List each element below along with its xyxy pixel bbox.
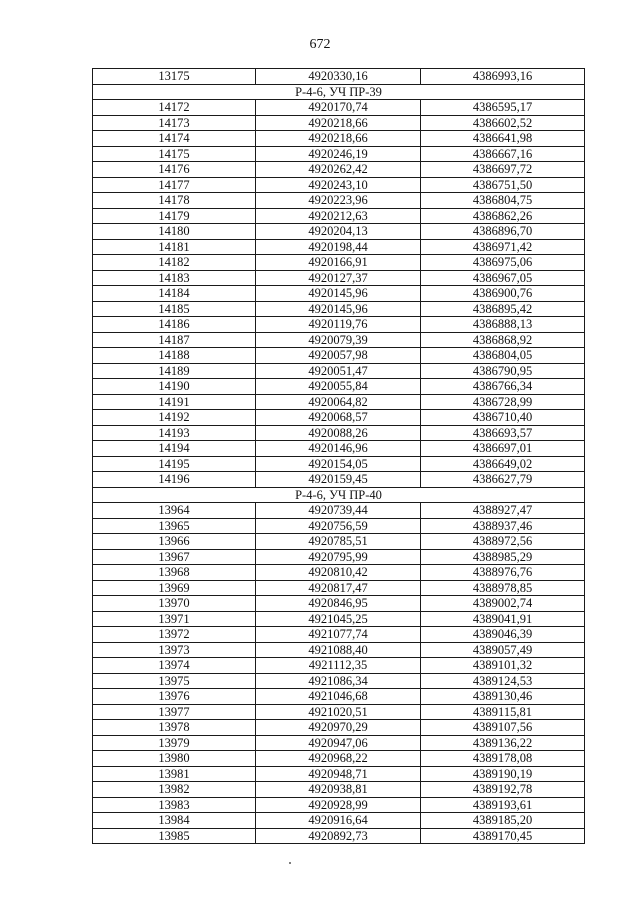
x-coordinate-cell: 4920088,26 [256,425,421,441]
y-coordinate-cell: 4389192,78 [421,782,585,798]
point-id-cell: 14187 [93,332,256,348]
y-coordinate-cell: 4386804,05 [421,348,585,364]
y-coordinate-cell: 4386602,52 [421,115,585,131]
table-row [93,115,585,131]
point-id-cell: 13975 [93,673,256,689]
x-coordinate-cell: 4920055,84 [256,379,421,395]
table-row [93,549,585,565]
point-id-cell: 13974 [93,658,256,674]
y-coordinate-cell: 4389101,32 [421,658,585,674]
table-row [93,782,585,798]
point-id-cell: 14175 [93,146,256,162]
point-id-cell: 14189 [93,363,256,379]
x-coordinate-cell: 4920166,91 [256,255,421,271]
table-row [93,131,585,147]
x-coordinate-cell: 4920119,76 [256,317,421,333]
table-row [93,627,585,643]
x-coordinate-cell: 4920079,39 [256,332,421,348]
x-coordinate-cell: 4920064,82 [256,394,421,410]
point-id-cell: 13966 [93,534,256,550]
point-id-cell: 13984 [93,813,256,829]
x-coordinate-cell: 4921020,51 [256,704,421,720]
y-coordinate-cell: 4389041,91 [421,611,585,627]
table-row [93,69,585,85]
point-id-cell: 13175 [93,69,256,85]
point-id-cell: 13979 [93,735,256,751]
x-coordinate-cell: 4920198,44 [256,239,421,255]
point-id-cell: 14196 [93,472,256,488]
table-row [93,689,585,705]
y-coordinate-cell: 4386804,75 [421,193,585,209]
scan-speck [289,862,291,864]
y-coordinate-cell: 4389185,20 [421,813,585,829]
point-id-cell: 14188 [93,348,256,364]
table-row [93,673,585,689]
point-id-cell: 13980 [93,751,256,767]
table-row [93,208,585,224]
y-coordinate-cell: 4386627,79 [421,472,585,488]
point-id-cell: 14179 [93,208,256,224]
table-row [93,317,585,333]
table-row [93,766,585,782]
table-row [93,224,585,240]
point-id-cell: 14181 [93,239,256,255]
x-coordinate-cell: 4920810,42 [256,565,421,581]
y-coordinate-cell: 4389130,46 [421,689,585,705]
x-coordinate-cell: 4920938,81 [256,782,421,798]
x-coordinate-cell: 4921045,25 [256,611,421,627]
point-id-cell: 13969 [93,580,256,596]
x-coordinate-cell: 4920795,99 [256,549,421,565]
x-coordinate-cell: 4921046,68 [256,689,421,705]
x-coordinate-cell: 4920068,57 [256,410,421,426]
y-coordinate-cell: 4389136,22 [421,735,585,751]
table-row [93,425,585,441]
point-id-cell: 14178 [93,193,256,209]
point-id-cell: 13971 [93,611,256,627]
x-coordinate-cell: 4920243,10 [256,177,421,193]
x-coordinate-cell: 4920146,96 [256,441,421,457]
table-row [93,565,585,581]
table-row [93,472,585,488]
point-id-cell: 14190 [93,379,256,395]
y-coordinate-cell: 4386697,01 [421,441,585,457]
section-title: Р-4-6, УЧ ПР-40 [93,487,585,503]
y-coordinate-cell: 4389190,19 [421,766,585,782]
y-coordinate-cell: 4386641,98 [421,131,585,147]
y-coordinate-cell: 4389124,53 [421,673,585,689]
point-id-cell: 13981 [93,766,256,782]
x-coordinate-cell: 4920170,74 [256,100,421,116]
y-coordinate-cell: 4386868,92 [421,332,585,348]
section-header-row [93,487,585,503]
point-id-cell: 14192 [93,410,256,426]
point-id-cell: 13964 [93,503,256,519]
point-id-cell: 13970 [93,596,256,612]
y-coordinate-cell: 4389107,56 [421,720,585,736]
table-row [93,658,585,674]
y-coordinate-cell: 4386693,57 [421,425,585,441]
y-coordinate-cell: 4386862,26 [421,208,585,224]
x-coordinate-cell: 4920204,13 [256,224,421,240]
y-coordinate-cell: 4388976,76 [421,565,585,581]
table-row [93,379,585,395]
point-id-cell: 13985 [93,828,256,844]
y-coordinate-cell: 4386967,05 [421,270,585,286]
table-row [93,642,585,658]
x-coordinate-cell: 4920947,06 [256,735,421,751]
x-coordinate-cell: 4920739,44 [256,503,421,519]
y-coordinate-cell: 4386595,17 [421,100,585,116]
table-row [93,596,585,612]
y-coordinate-cell: 4386896,70 [421,224,585,240]
y-coordinate-cell: 4386975,06 [421,255,585,271]
x-coordinate-cell: 4920928,99 [256,797,421,813]
y-coordinate-cell: 4388985,29 [421,549,585,565]
x-coordinate-cell: 4920948,71 [256,766,421,782]
x-coordinate-cell: 4921077,74 [256,627,421,643]
point-id-cell: 14195 [93,456,256,472]
x-coordinate-cell: 4920246,19 [256,146,421,162]
point-id-cell: 13965 [93,518,256,534]
point-id-cell: 14172 [93,100,256,116]
y-coordinate-cell: 4389115,81 [421,704,585,720]
table-row [93,518,585,534]
table-row [93,286,585,302]
point-id-cell: 13972 [93,627,256,643]
y-coordinate-cell: 4386710,40 [421,410,585,426]
x-coordinate-cell: 4920330,16 [256,69,421,85]
table-row [93,441,585,457]
point-id-cell: 13978 [93,720,256,736]
point-id-cell: 14194 [93,441,256,457]
table-row [93,720,585,736]
coordinates-table-body [93,69,585,844]
y-coordinate-cell: 4386751,50 [421,177,585,193]
y-coordinate-cell: 4389170,45 [421,828,585,844]
point-id-cell: 13976 [93,689,256,705]
page-number: 672 [309,37,331,52]
x-coordinate-cell: 4920223,96 [256,193,421,209]
table-row [93,797,585,813]
table-row [93,146,585,162]
point-id-cell: 14191 [93,394,256,410]
table-row [93,177,585,193]
table-row [93,270,585,286]
section-header-row [93,84,585,100]
table-row [93,255,585,271]
x-coordinate-cell: 4920785,51 [256,534,421,550]
table-row [93,162,585,178]
x-coordinate-cell: 4920218,66 [256,131,421,147]
table-row [93,580,585,596]
x-coordinate-cell: 4920127,37 [256,270,421,286]
coordinates-table [92,68,585,844]
table-row [93,363,585,379]
y-coordinate-cell: 4386766,34 [421,379,585,395]
point-id-cell: 14186 [93,317,256,333]
y-coordinate-cell: 4389046,39 [421,627,585,643]
x-coordinate-cell: 4920756,59 [256,518,421,534]
table-row [93,503,585,519]
table-row [93,534,585,550]
x-coordinate-cell: 4920159,45 [256,472,421,488]
x-coordinate-cell: 4920051,47 [256,363,421,379]
table-row [93,828,585,844]
y-coordinate-cell: 4389002,74 [421,596,585,612]
table-row [93,704,585,720]
point-id-cell: 14180 [93,224,256,240]
point-id-cell: 14182 [93,255,256,271]
table-row [93,332,585,348]
point-id-cell: 14184 [93,286,256,302]
point-id-cell: 13968 [93,565,256,581]
table-row [93,193,585,209]
x-coordinate-cell: 4920968,22 [256,751,421,767]
table-row [93,100,585,116]
table-row [93,735,585,751]
x-coordinate-cell: 4921088,40 [256,642,421,658]
y-coordinate-cell: 4386900,76 [421,286,585,302]
table-row [93,348,585,364]
point-id-cell: 14185 [93,301,256,317]
x-coordinate-cell: 4920145,96 [256,286,421,302]
point-id-cell: 13977 [93,704,256,720]
point-id-cell: 14193 [93,425,256,441]
section-title: Р-4-6, УЧ ПР-39 [93,84,585,100]
y-coordinate-cell: 4389193,61 [421,797,585,813]
x-coordinate-cell: 4921112,35 [256,658,421,674]
y-coordinate-cell: 4386888,13 [421,317,585,333]
y-coordinate-cell: 4386649,02 [421,456,585,472]
point-id-cell: 13982 [93,782,256,798]
x-coordinate-cell: 4920916,64 [256,813,421,829]
x-coordinate-cell: 4921086,34 [256,673,421,689]
x-coordinate-cell: 4920846,95 [256,596,421,612]
x-coordinate-cell: 4920970,29 [256,720,421,736]
y-coordinate-cell: 4386728,99 [421,394,585,410]
table-row [93,394,585,410]
table-row [93,751,585,767]
y-coordinate-cell: 4386971,42 [421,239,585,255]
y-coordinate-cell: 4388927,47 [421,503,585,519]
y-coordinate-cell: 4388937,46 [421,518,585,534]
x-coordinate-cell: 4920145,96 [256,301,421,317]
point-id-cell: 14177 [93,177,256,193]
x-coordinate-cell: 4920154,05 [256,456,421,472]
point-id-cell: 13983 [93,797,256,813]
y-coordinate-cell: 4386993,16 [421,69,585,85]
table-row [93,239,585,255]
x-coordinate-cell: 4920057,98 [256,348,421,364]
point-id-cell: 13967 [93,549,256,565]
point-id-cell: 14183 [93,270,256,286]
table-row [93,456,585,472]
y-coordinate-cell: 4386697,72 [421,162,585,178]
y-coordinate-cell: 4386667,16 [421,146,585,162]
table-row [93,410,585,426]
table-row [93,301,585,317]
y-coordinate-cell: 4388978,85 [421,580,585,596]
table-row [93,813,585,829]
y-coordinate-cell: 4388972,56 [421,534,585,550]
x-coordinate-cell: 4920817,47 [256,580,421,596]
x-coordinate-cell: 4920212,63 [256,208,421,224]
y-coordinate-cell: 4386895,42 [421,301,585,317]
y-coordinate-cell: 4389057,49 [421,642,585,658]
x-coordinate-cell: 4920218,66 [256,115,421,131]
point-id-cell: 14174 [93,131,256,147]
point-id-cell: 13973 [93,642,256,658]
x-coordinate-cell: 4920892,73 [256,828,421,844]
point-id-cell: 14176 [93,162,256,178]
y-coordinate-cell: 4386790,95 [421,363,585,379]
table-row [93,611,585,627]
point-id-cell: 14173 [93,115,256,131]
x-coordinate-cell: 4920262,42 [256,162,421,178]
y-coordinate-cell: 4389178,08 [421,751,585,767]
